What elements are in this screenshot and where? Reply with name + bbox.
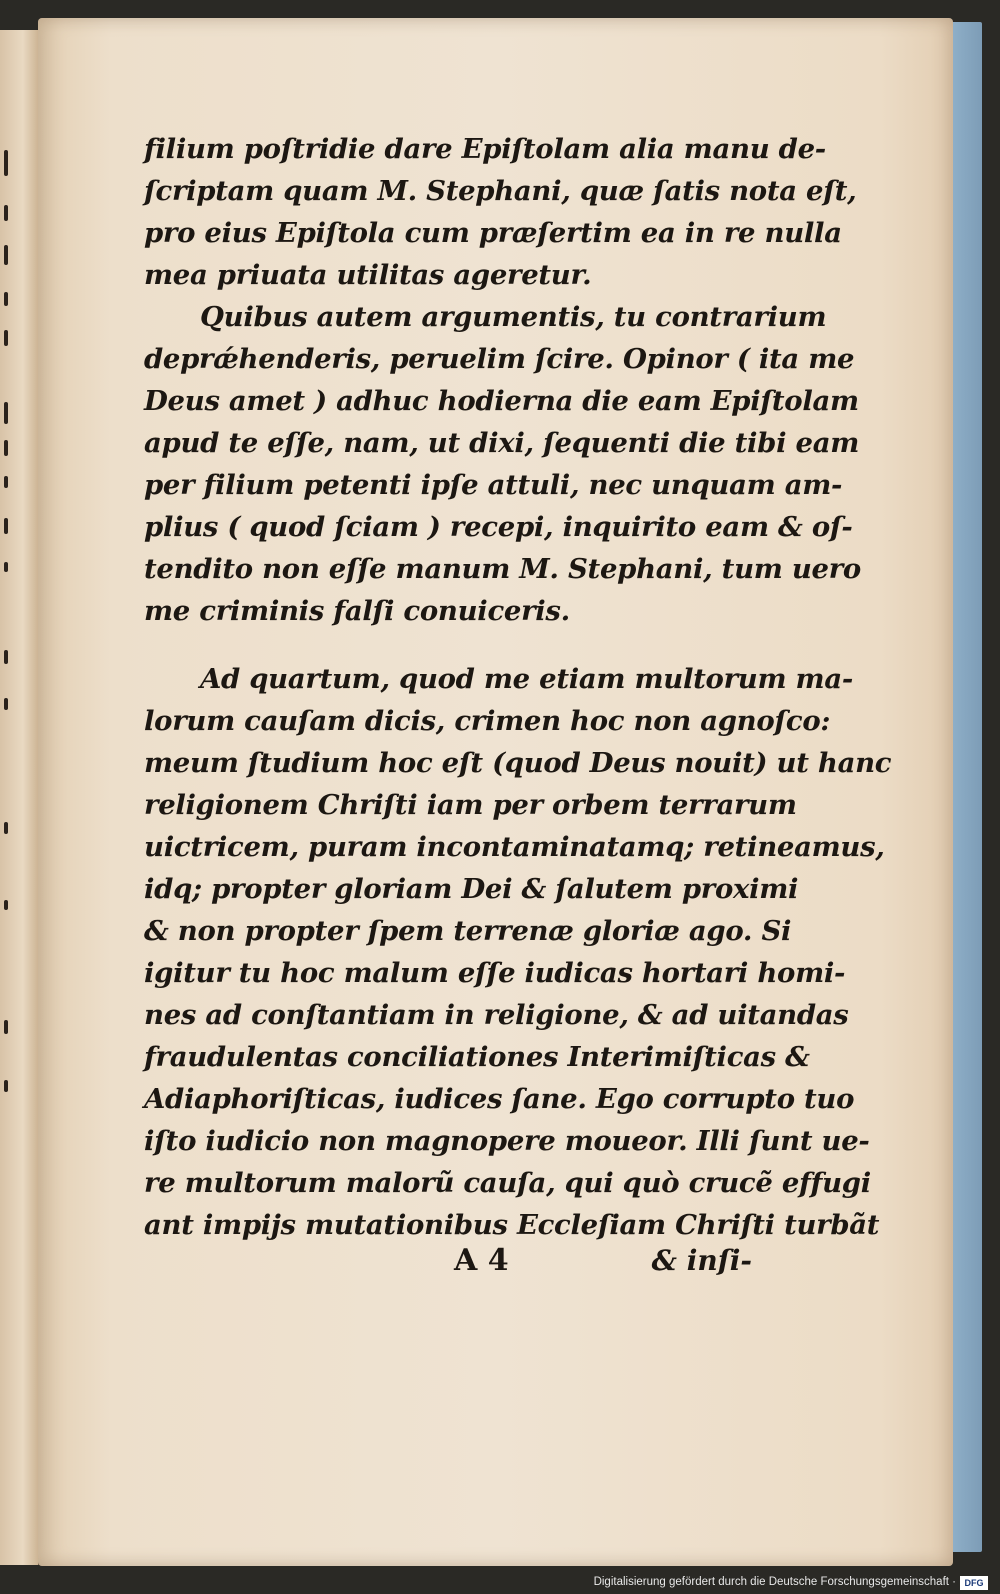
text-line: idq; propter gloriam Dei & ſalutem proximi (144, 873, 799, 905)
text-line: deprǽhenderis, peruelim ſcire. Opinor ( ita me (144, 343, 855, 375)
page-footer (144, 1240, 764, 1282)
text-line: Quibus autem argumentis, tu contrarium (200, 301, 827, 333)
facing-page-edge (0, 30, 40, 1565)
text-line: filium poſtridie dare Epiſtolam alia manu de- (144, 133, 826, 165)
text-line: ant impijs mutationibus Eccleſiam Chriſti turbãt (144, 1209, 880, 1241)
text-line: pro eius Epiſtola cum præſertim ea in re nulla (144, 217, 842, 249)
text-line: me criminis falſi conuiceris. (144, 595, 570, 627)
text-line: igitur tu hoc malum eſſe iudicas hortari homi- (144, 957, 846, 989)
text-line: plius ( quod ſciam ) recepi, inquirito eam & oſ- (144, 511, 853, 543)
text-line: per filium petenti ipſe attuli, nec unquam am- (144, 469, 843, 501)
text-line: Adiaphoriſticas, iudices ſane. Ego corrupto tuo (144, 1083, 855, 1115)
text-line: apud te eſſe, nam, ut dixi, ſequenti die tibi eam (144, 427, 860, 459)
text-line: Deus amet ) adhuc hodierna die eam Epiſtolam (144, 385, 859, 417)
text-line: Ad quartum, quod me etiam multorum ma- (200, 663, 853, 695)
text-line: tendito non eſſe manum M. Stephani, tum uero (144, 553, 861, 585)
signature-mark: A 4 (454, 1243, 509, 1278)
text-line: & non propter ſpem terrenæ gloriæ ago. Si (144, 915, 792, 947)
text-line: mea priuata utilitas ageretur. (144, 259, 592, 291)
text-line: re multorum malorũ cauſa, qui quò crucẽ effugi (144, 1167, 871, 1199)
text-line: lorum cauſam dicis, crimen hoc non agnoſco: (144, 705, 831, 737)
digitization-credit: Digitalisierung gefördert durch die Deutsche Forschungsgemeinschaft · (593, 1576, 956, 1588)
text-line: nes ad conſtantiam in religione, & ad uitandas (144, 999, 849, 1031)
facing-page-text-fragments (0, 30, 38, 1565)
text-line: religionem Chriſti iam per orbem terrarum (144, 789, 797, 821)
dfg-logo: DFG (960, 1576, 988, 1590)
text-line: fraudulentas conciliationes Interimiſticas & (144, 1041, 810, 1073)
text-line: meum ſtudium hoc eſt (quod Deus nouit) ut hanc (144, 747, 892, 779)
book-page (38, 18, 953, 1566)
catchword: & inſi- (651, 1244, 752, 1277)
text-line: iſto iudicio non magnopere moueor. Illi ſunt ue- (144, 1125, 870, 1157)
text-line: uictricem, puram incontaminatamq; retineamus, (144, 831, 885, 863)
text-line: ſcriptam quam M. Stephani, quæ ſatis nota eſt, (144, 175, 857, 207)
